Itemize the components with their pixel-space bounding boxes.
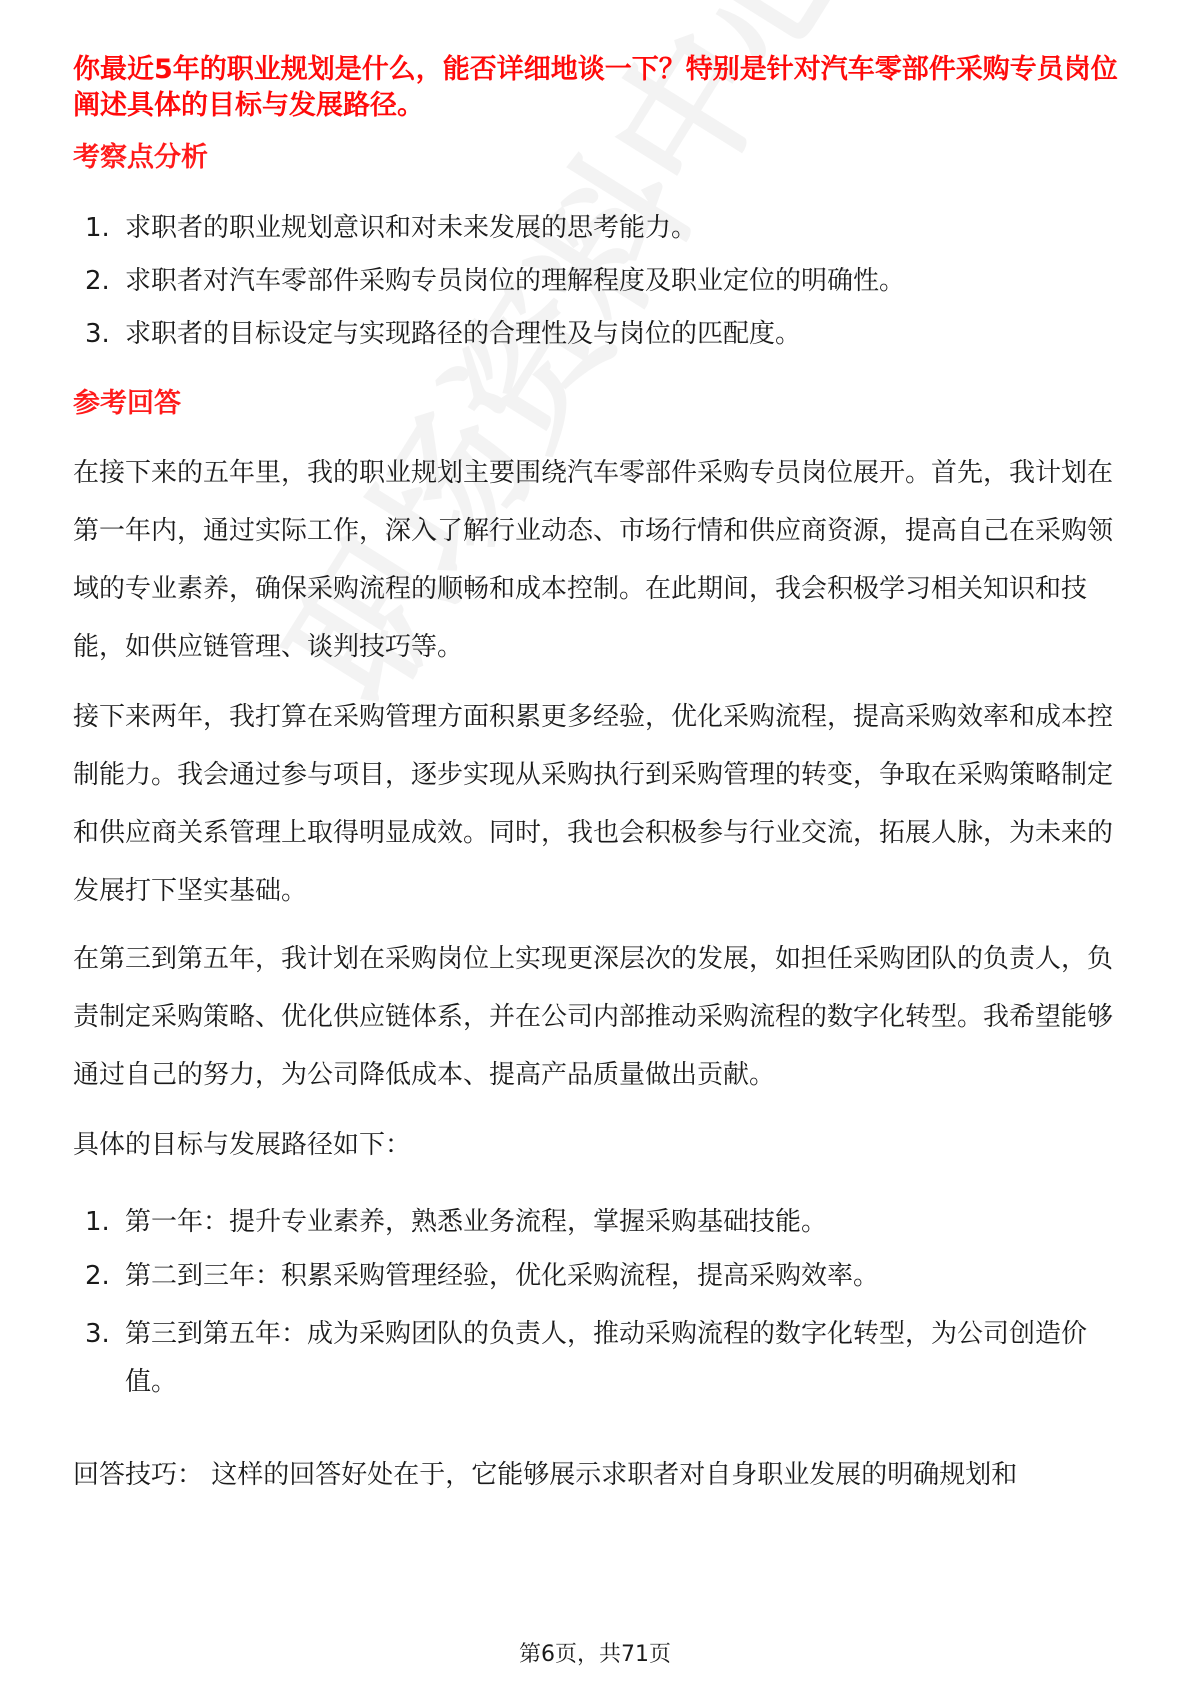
- answer-paragraph: 在接下来的五年里，我的职业规划主要围绕汽车零部件采购专员岗位展开。首先，我计划在第一年内，通过实际工作，深入了解行业动态、市场行情和供应商资源，提高自己在采购领域的专业素养，确保采购流程的顺畅和成本控制。在此期间，我会积极学习相关知识和技能，如供应链管理、谈判技巧等。: [73, 458, 1114, 662]
- goals-list: [73, 1202, 1113, 1406]
- list-item-text: 第二到三年：积累采购管理经验，优化采购流程，提高采购效率。: [125, 1261, 880, 1291]
- list-item: [73, 314, 1113, 354]
- section-heading-analysis: 考察点分析: [73, 142, 208, 173]
- question-title: 你最近5年的职业规划是什么，能否详细地谈一下？特别是针对汽车零部件采购专员岗位阐述具体的目标与发展路径。: [73, 54, 1118, 121]
- list-item-text: 求职者的职业规划意识和对未来发展的思考能力。: [125, 213, 698, 243]
- analysis-list: [73, 208, 1113, 354]
- list-item-text: 求职者对汽车零部件采购专员岗位的理解程度及职业定位的明确性。: [125, 266, 906, 296]
- answer-paragraph: 具体的目标与发展路径如下：: [73, 1130, 412, 1160]
- list-item-text: 第一年：提升专业素养，熟悉业务流程，掌握采购基础技能。: [125, 1207, 828, 1237]
- list-number: 3.: [85, 319, 110, 349]
- list-item: [73, 1256, 1113, 1296]
- page-footer: 第6页，共71页: [519, 1642, 671, 1667]
- list-item-text: 求职者的目标设定与实现路径的合理性及与岗位的匹配度。: [125, 319, 802, 349]
- list-number: 1.: [85, 213, 110, 243]
- answer-paragraph: 接下来两年，我打算在采购管理方面积累更多经验，优化采购流程，提高采购效率和成本控制能力。我会通过参与项目，逐步实现从采购执行到采购管理的转变，争取在采购策略制定和供应商关系管理上取得明显成效。同时，我也会积极参与行业交流，拓展人脉，为未来的发展打下坚实基础。: [73, 702, 1114, 906]
- answer-paragraph: 在第三到第五年，我计划在采购岗位上实现更深层次的发展，如担任采购团队的负责人，负责制定采购策略、优化供应链体系，并在公司内部推动采购流程的数字化转型。我希望能够通过自己的努力，为公司降低成本、提高产品质量做出贡献。: [73, 944, 1114, 1090]
- list-item: [73, 208, 1113, 248]
- list-number: 2.: [85, 266, 110, 296]
- list-number: 1.: [85, 1207, 110, 1237]
- list-item: [73, 1202, 1113, 1242]
- list-item: [73, 261, 1113, 301]
- list-item: [73, 1310, 1113, 1406]
- answer-tip: 回答技巧： 这样的回答好处在于，它能够展示求职者对自身职业发展的明确规划和: [73, 1460, 1018, 1490]
- list-item-text: 第三到第五年：成为采购团队的负责人，推动采购流程的数字化转型，为公司创造价值。: [125, 1319, 1088, 1397]
- list-number: 3.: [85, 1319, 110, 1349]
- list-number: 2.: [85, 1261, 110, 1291]
- section-heading-answer: 参考回答: [73, 388, 181, 419]
